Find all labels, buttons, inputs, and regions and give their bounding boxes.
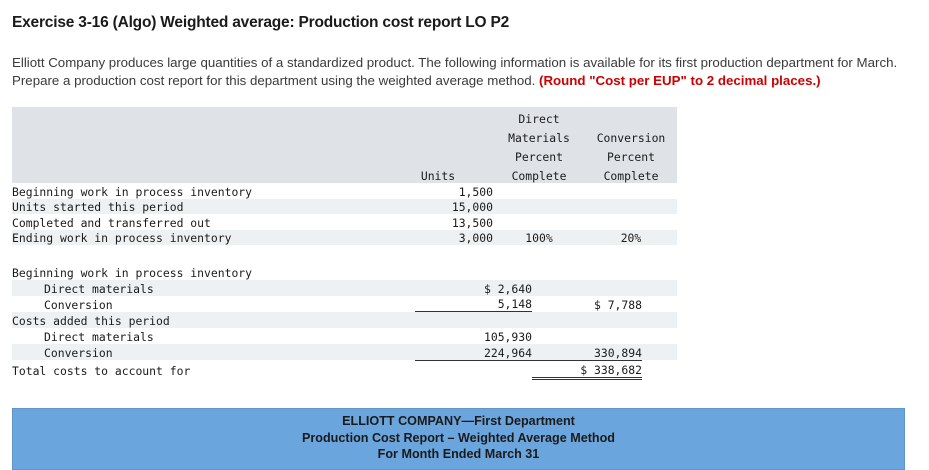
row-amount-1 xyxy=(415,360,532,378)
row-label: Direct materials xyxy=(12,328,415,344)
row-units: 13,500 xyxy=(383,214,493,230)
cost-table-container xyxy=(12,264,677,380)
instructions-text: Elliott Company produces large quantities of a standardized product. The following information is available for its first production department for March. Prepare a production cost report for this department using the weighted average method. xyxy=(12,55,898,88)
header-percent-1: Percent xyxy=(493,145,585,164)
header-materials: Materials xyxy=(493,126,585,145)
row-spacer xyxy=(642,360,677,378)
table-row xyxy=(12,360,677,378)
row-label: Costs added this period xyxy=(12,312,415,328)
table-row xyxy=(12,199,677,215)
table-row xyxy=(12,328,677,344)
report-method-line: Production Cost Report – Weighted Average Method xyxy=(302,430,615,445)
header-blank-5 xyxy=(383,126,493,145)
table-row xyxy=(12,296,677,312)
page-title: Exercise 3-16 (Algo) Weighted average: Production cost report LO P2 xyxy=(12,14,510,31)
row-units: 15,000 xyxy=(383,199,493,215)
report-company-line: ELLIOTT COMPANY—First Department xyxy=(342,414,575,428)
header-units: Units xyxy=(383,164,493,183)
row-amount-2: $ 7,788 xyxy=(532,296,642,312)
units-table xyxy=(12,107,677,245)
row-spacer xyxy=(642,296,677,312)
row-spacer xyxy=(642,264,677,280)
row-amount-1 xyxy=(415,264,532,280)
row-amount-2: 330,894 xyxy=(532,344,642,360)
table-row xyxy=(12,344,677,360)
row-spacer xyxy=(642,280,677,296)
row-amount-1: 5,148 xyxy=(415,296,532,312)
header-blank-6 xyxy=(12,145,383,164)
exercise-instructions xyxy=(12,54,917,89)
units-table-container xyxy=(12,107,677,245)
header-conversion: Conversion xyxy=(585,126,677,145)
row-label: Total costs to account for xyxy=(12,360,415,378)
row-dm-percent xyxy=(493,183,585,199)
row-spacer xyxy=(642,312,677,328)
table-row xyxy=(12,230,677,246)
header-blank-8 xyxy=(12,164,383,183)
row-amount-2 xyxy=(532,328,642,344)
row-cv-percent: 20% xyxy=(585,230,677,246)
row-label: Beginning work in process inventory xyxy=(12,264,415,280)
header-percent-2: Percent xyxy=(585,145,677,164)
row-dm-percent xyxy=(493,214,585,230)
row-units: 3,000 xyxy=(383,230,493,246)
header-blank-7 xyxy=(383,145,493,164)
header-blank-2 xyxy=(383,107,493,126)
row-label: Beginning work in process inventory xyxy=(12,183,383,199)
row-label: Conversion xyxy=(12,296,415,312)
header-complete-2: Complete xyxy=(585,164,677,183)
row-amount-1: 224,964 xyxy=(415,344,532,360)
units-table-header-row-3 xyxy=(12,145,677,164)
row-cv-percent xyxy=(585,214,677,230)
row-label: Completed and transferred out xyxy=(12,214,383,230)
header-blank-1 xyxy=(12,107,383,126)
header-direct: Direct xyxy=(493,107,585,126)
row-amount-2 xyxy=(532,280,642,296)
row-units: 1,500 xyxy=(383,183,493,199)
row-cv-percent xyxy=(585,183,677,199)
row-cv-percent xyxy=(585,199,677,215)
header-complete-1: Complete xyxy=(493,164,585,183)
units-table-header-row-2 xyxy=(12,126,677,145)
row-amount-1: 105,930 xyxy=(415,328,532,344)
report-header-banner xyxy=(12,408,905,470)
header-blank-3 xyxy=(585,107,677,126)
row-dm-percent: 100% xyxy=(493,230,585,246)
units-table-header-row-1 xyxy=(12,107,677,126)
row-amount-1 xyxy=(415,312,532,328)
table-row xyxy=(12,214,677,230)
header-blank-4 xyxy=(12,126,383,145)
table-row xyxy=(12,280,677,296)
row-label: Conversion xyxy=(12,344,415,360)
row-spacer xyxy=(642,328,677,344)
row-label: Direct materials xyxy=(12,280,415,296)
row-amount-2 xyxy=(532,312,642,328)
row-spacer xyxy=(642,344,677,360)
units-table-header-row-4 xyxy=(12,164,677,183)
row-label: Ending work in process inventory xyxy=(12,230,383,246)
row-amount-2: $ 338,682 xyxy=(532,360,642,378)
row-label: Units started this period xyxy=(12,199,383,215)
report-period-line: For Month Ended March 31 xyxy=(377,447,540,461)
row-amount-1: $ 2,640 xyxy=(415,280,532,296)
rounding-note: (Round "Cost per EUP" to 2 decimal places.) xyxy=(539,72,821,88)
table-row xyxy=(12,312,677,328)
row-amount-2 xyxy=(532,264,642,280)
cost-table xyxy=(12,264,677,380)
table-row xyxy=(12,264,677,280)
table-row xyxy=(12,183,677,199)
row-dm-percent xyxy=(493,199,585,215)
